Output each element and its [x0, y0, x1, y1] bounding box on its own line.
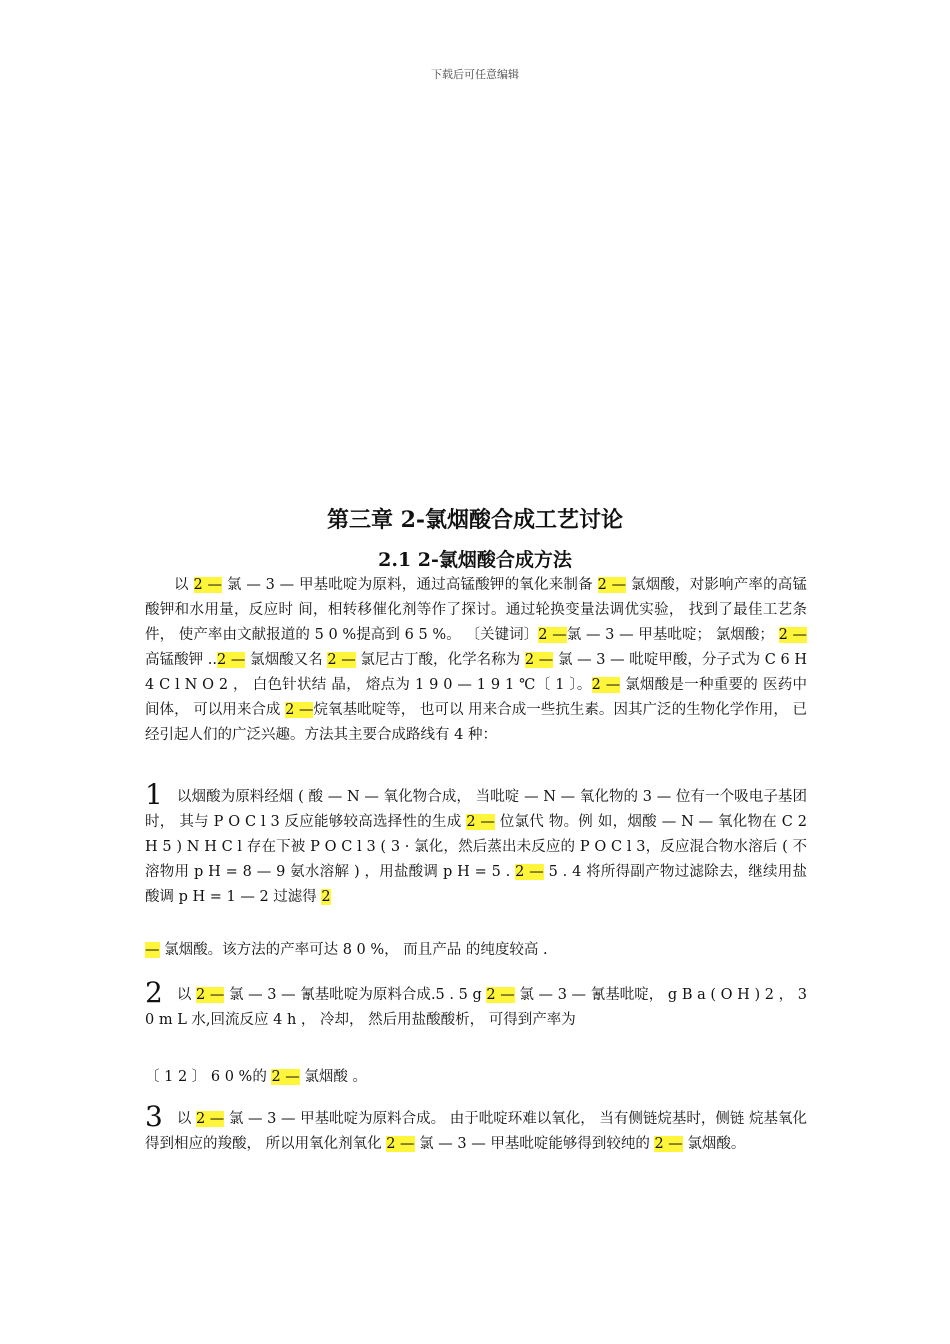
highlight: 2 —	[386, 1136, 415, 1152]
highlight: 2 —	[654, 1136, 683, 1152]
method-2-paragraph	[145, 976, 807, 1033]
method-3-paragraph	[145, 1100, 807, 1157]
text-run: 以	[176, 987, 196, 1003]
text-run: 氯烟酸又名	[245, 652, 328, 668]
text-run: 氯烟酸是一种重要的 医药中间体， 可以用来合成	[145, 677, 807, 718]
method-2-paragraph-cont	[145, 1065, 807, 1090]
highlight: 2 —	[591, 677, 621, 693]
highlight: —	[145, 942, 160, 958]
method-1-paragraph-cont	[145, 938, 807, 963]
text-run: 位氯代 物。例 如，烟酸 — N — 氧化物在 C 2 H 5 ) N H C l 存在下被 P O C l 3 ( 3 · 氯化，然后蒸出未反应的 P O C l 3，反应混合物水溶后 ( 不溶物用 p H = 8 — 9 氨水溶解 ) ，用盐酸调 p H = 5 .	[145, 814, 807, 880]
section-title: 2.1 2-氯烟酸合成方法	[378, 549, 572, 571]
highlight: 2 —	[193, 577, 223, 593]
text-run: 氯 — 3 — 甲基吡啶能够得到较纯的	[414, 1136, 655, 1152]
text-run: 烷氧基吡啶等， 也可以 用来合成一些抗生素。因其广泛的生物化学作用， 已 经引起人们的广泛兴趣。方法其主要合成路线有 4 种：	[145, 702, 808, 743]
highlight: 2 —	[327, 652, 356, 668]
chapter-title: 第三章 2-氯烟酸合成工艺讨论	[326, 507, 624, 533]
text-run: 以	[176, 1111, 196, 1127]
highlight: 2 —	[515, 864, 544, 880]
method-number: 1	[145, 778, 163, 811]
method-number: 3	[145, 1100, 163, 1133]
text-run: 氯 — 3 — 甲基吡啶为原料，通过高锰酸钾的氧化来制备	[222, 577, 598, 593]
highlight: 2 —	[285, 702, 314, 718]
highlight: 2 —	[778, 627, 807, 643]
highlight: 2 —	[597, 577, 627, 593]
highlight: 2 —	[466, 814, 495, 830]
method-number: 2	[145, 976, 163, 1009]
text-run: 〔 1 2 〕 6 0 %的	[145, 1069, 272, 1085]
intro-paragraph	[145, 573, 807, 748]
text-run: 氯 — 3 — 氰基吡啶， g B a ( O H ) 2 ， 3 0 m L 水,回流反应 4 h ， 冷却， 然后用盐酸酸析， 可得到产率为	[145, 987, 807, 1028]
text-run: 氯 — 3 — 甲基吡啶； 氯烟酸；	[566, 627, 779, 643]
text-run: 氯烟酸。该方法的产率可达 8 0 %， 而且产品 的纯度较高 .	[159, 942, 548, 958]
text-run: 氯烟酸 。	[299, 1069, 368, 1085]
highlight: 2 —	[217, 652, 246, 668]
highlight: 2 —	[524, 652, 554, 668]
highlight: 2	[321, 889, 331, 905]
text-run: 氯烟酸，对影响产率的高锰酸钾和水用量，反应时 间，相转移催化剂等作了探讨。通过轮换变量法调优实验， 找到了最佳工艺条件， 使产率由文献报道的 5 0 %提高到 6 5 %。 〔关键词〕	[145, 577, 807, 643]
highlight: 2 —	[196, 987, 225, 1003]
text-run: 氯 — 3 — 氰基吡啶为原料合成.5 . 5 g	[224, 987, 487, 1003]
text-run: 氯 — 3 — 甲基吡啶为原料合成。 由于吡啶环难以氧化， 当有侧链烷基时，侧链 烷基氧化得到相应的羧酸， 所以用氧化剂氧化	[145, 1111, 807, 1152]
highlight: 2 —	[538, 627, 567, 643]
text-run: 氯 — 3 — 吡啶甲酸，分子式为 C 6 H 4 C l N O 2 ， 白色针状结 晶， 熔点为 1 9 0 — 1 9 1 ℃〔 1 〕。	[145, 652, 808, 693]
text-run: 氯尼古丁酸，化学名称为	[355, 652, 525, 668]
highlight: 2 —	[271, 1069, 300, 1085]
text-run: 高锰酸钾 ..	[145, 652, 218, 668]
text-run: 5 . 4 将所得副产物过滤除去，继续用盐酸调 p H = 1 — 2 过滤得	[145, 864, 808, 905]
highlight: 2 —	[195, 1111, 225, 1127]
page-header-note: 下载后可任意编辑	[431, 68, 519, 81]
highlight: 2 —	[486, 987, 515, 1003]
text-run: 以	[174, 577, 194, 593]
text-run: 以烟酸为原料经烟 ( 酸 — N — 氧化物合成， 当吡啶 — N — 氧化物的 3 — 位有一个吸电子基团时， 其与 P O C l 3 反应能够较高选择性的生成	[145, 789, 807, 830]
text-run: 氯烟酸。	[682, 1136, 746, 1152]
method-1-paragraph	[145, 778, 808, 910]
